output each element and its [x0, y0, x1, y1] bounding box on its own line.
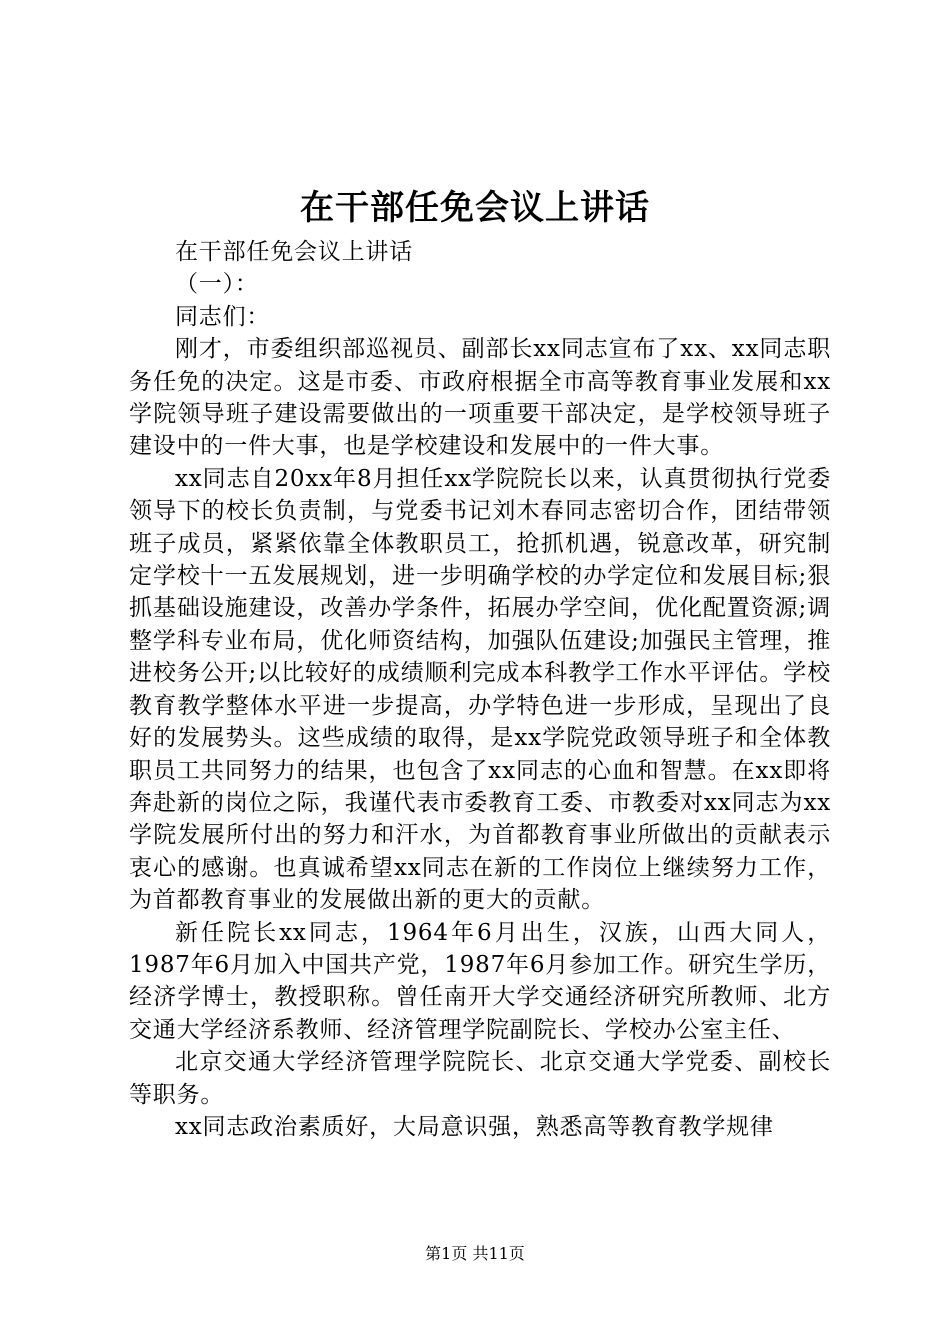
body-paragraph: 刚才，市委组织部巡视员、副部长xx同志宣布了xx、xx同志职务任免的决定。这是市委、市政府根据全市高等教育事业发展和xx学院领导班子建设需要做出的一项重要干部决定，是学校领导班子建设中的一件大事，也是学校建设和发展中的一件大事。 [129, 336, 831, 460]
body-paragraph: xx同志自20xx年8月担任xx学院院长以来，认真贯彻执行党委领导下的校长负责制，与党委书记刘木春同志密切合作，团结带领班子成员，紧紧依靠全体教职员工，抢抓机遇，锐意改革，研究制定学校十一五发展规划，进一步明确学校的办学定位和发展目标;狠抓基础设施建设，改善办学条件，拓展办学空间，优化配置资源;调整学科专业布局，优化师资结构，加强队伍建设;加强民主管理，推进校务公开;以比较好的成绩顺利完成本科教学工作水平评估。学校教育教学整体水平进一步提高，办学特色进一步形成，呈现出了良好的发展势头。这些成绩的取得，是xx学院党政领导班子和全体教职员工共同努力的结果，也包含了xx同志的心血和智慧。在xx即将奔赴新的岗位之际，我谨代表市委教育工委、市教委对xx同志为xx学院发展所付出的努力和汗水，为首都教育事业所做出的贡献表示衷心的感谢。也真诚希望xx同志在新的工作岗位上继续努力工作，为首都教育事业的发展做出新的更大的贡献。 [129, 465, 831, 914]
body-paragraph: xx同志政治素质好，大局意识强，熟悉高等教育教学规律 [175, 1113, 774, 1140]
page-footer: 第1页 共11页 [425, 1244, 525, 1263]
body-paragraph: 新任院长xx同志，1964年6月出生，汉族，山西大同人，1987年6月加入中国共产党，1987年6月参加工作。研究生学历，经济学博士，教授职称。曾任南开大学交通经济研究所教师、北方交通大学经济系教师、经济管理学院副院长、学校办公室主任、 [129, 919, 831, 1043]
document-body [129, 236, 831, 1143]
document-title: 在干部任免会议上讲话 [300, 188, 650, 228]
section-number-paragraph: （一）： [175, 271, 259, 298]
subtitle-paragraph: 在干部任免会议上讲话 [175, 239, 413, 265]
salutation-paragraph: 同志们： [175, 303, 271, 330]
body-paragraph: 北京交通大学经济管理学院院长、北京交通大学党委、副校长等职务。 [129, 1049, 831, 1108]
